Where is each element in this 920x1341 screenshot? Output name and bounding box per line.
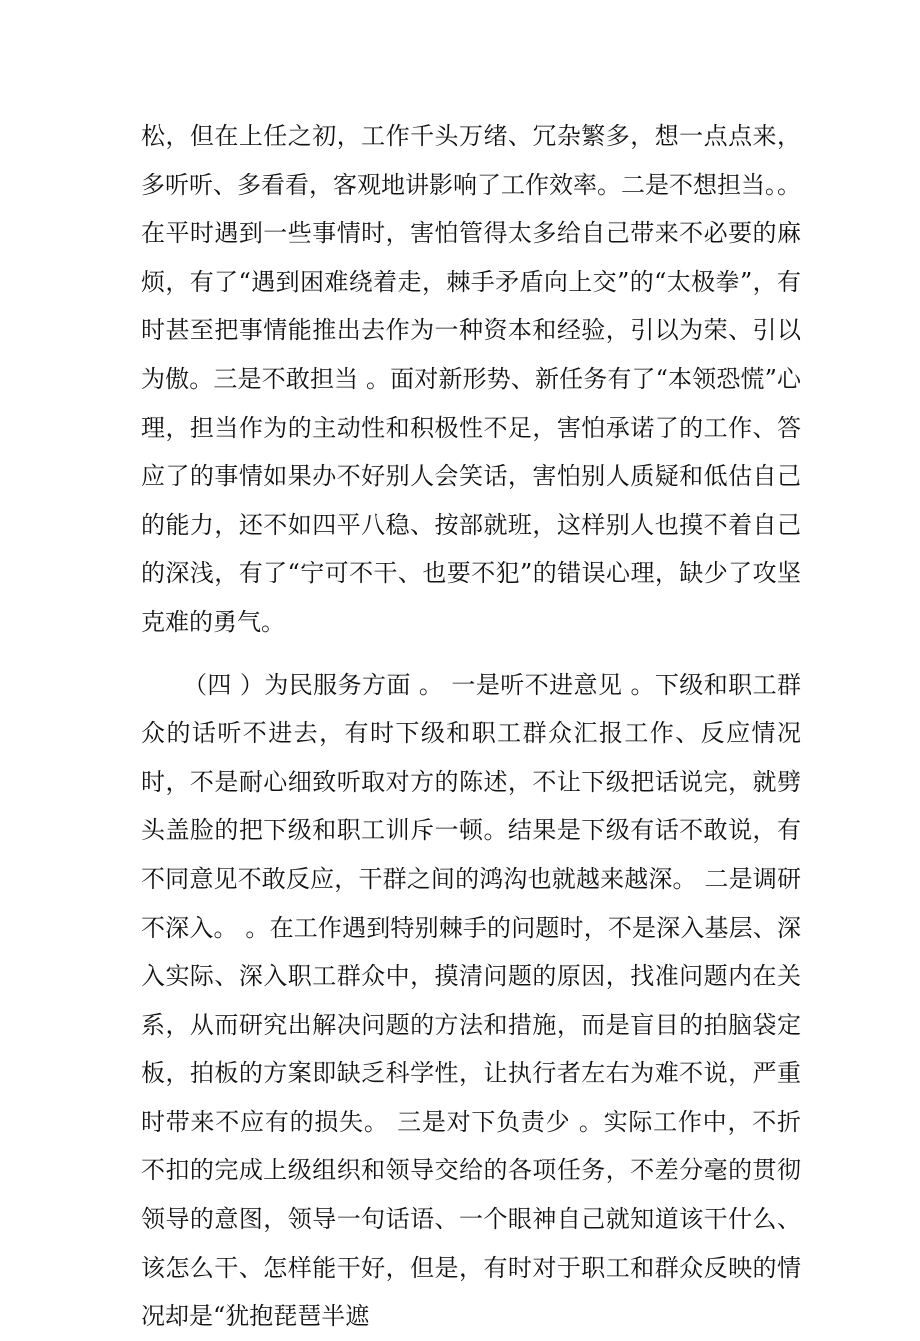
paragraph-section-four: （四 ）为民服务方面 。 一是听不进意见 。下级和职工群众的话听不进去，有时下级和职工群众汇报工作、反应情况时，不是耐心细致听取对方的陈述，不让下级把话说完，就劈头盖脸的把下级和职工训斥一顿。结果是下级有话不敢说，有不同意见不敢反应，干群之间的鸿沟也就越来越深。 二是调研不深入。 。在工作遇到特别棘手的问题时，不是深入基层、深入实际、深入职工群众中，摸清问题的原因，找准问题内在关系，从而研究出解决问题的方法和措施，而是盲目的拍脑袋定板，拍板的方案即缺乏科学性，让执行者左右为难不说，严重时带来不应有的损失。 三是对下负责少 。实际工作中，不折不扣的完成上级组织和领导交给的各项任务，不差分毫的贯彻领导的意图，领导一句话语、一个眼神自己就知道该干什么、该怎么干、怎样能干好，但是，有时对于职工和群众反映的情况却是“犹抱琵琶半遮: [141, 670, 801, 1331]
paragraph-continuation: 松，但在上任之初，工作千头万绪、冗杂繁多，想一点点来，多听听、多看看，客观地讲影响了工作效率。二是不想担当。。在平时遇到一些事情时，害怕管得太多给自己带来不必要的麻烦，有了“遇到困难绕着走，棘手矛盾向上交”的“太极拳”，有时甚至把事情能推出去作为一种资本和经验，引以为荣、引以为傲。三是不敢担当 。面对新形势、新任务有了“本领恐慌”心理，担当作为的主动性和积极性不足，害怕承诺了的工作、答应了的事情如果办不好别人会笑话，害怕别人质疑和低估自己的能力，还不如四平八稳、按部就班，这样别人也摸不着自己的深浅，有了“宁可不干、也要不犯”的错误心理，缺少了攻坚克难的勇气。: [141, 122, 801, 636]
document-body: [141, 112, 801, 1341]
